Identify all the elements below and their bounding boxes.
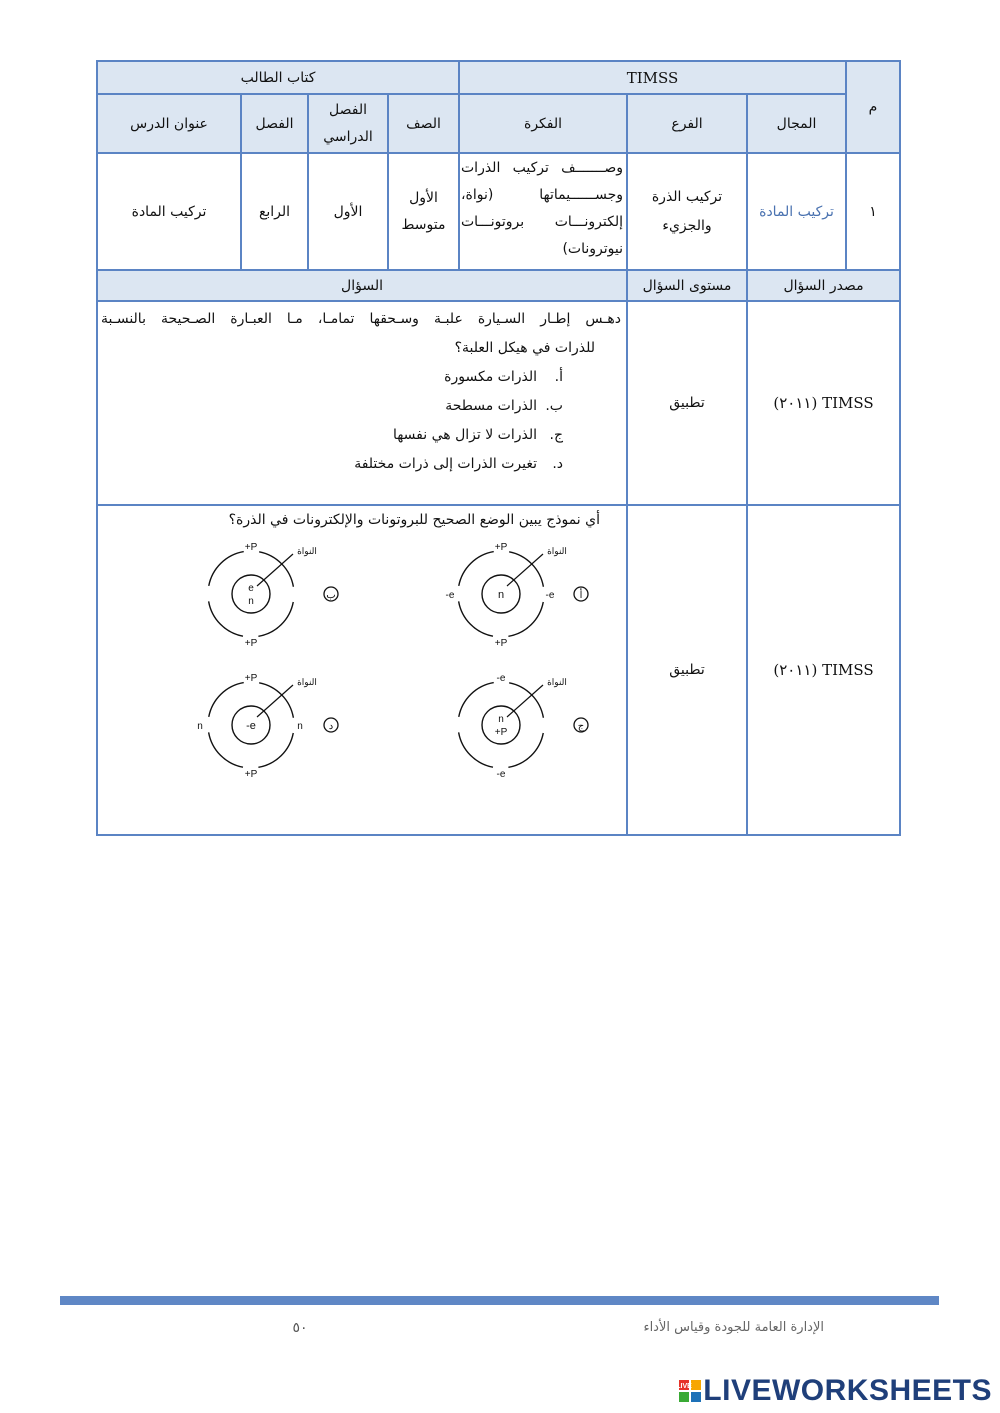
orbit-particle-top: P+ bbox=[494, 542, 508, 553]
option-letter: ج bbox=[577, 721, 585, 732]
cell-chapter: الرابع bbox=[258, 203, 291, 220]
table-border bbox=[97, 60, 900, 62]
header-m: م bbox=[868, 99, 878, 115]
logo-letter: LIVE bbox=[676, 1383, 693, 1390]
header-student-book: كتاب الطالب bbox=[240, 69, 316, 86]
table-border bbox=[97, 504, 900, 506]
orbit-particle-right: e- bbox=[545, 590, 555, 601]
cell-domain: تركيب المادة bbox=[759, 203, 834, 220]
idea-line: نيوترونات) bbox=[562, 241, 623, 257]
subheader-level: مستوى السؤال bbox=[642, 277, 732, 294]
header-chapter: الفصل bbox=[255, 115, 294, 132]
question-1-option-a: أ.الذرات مكسورة bbox=[444, 369, 563, 385]
question-1 bbox=[97, 301, 627, 505]
header-branch: الفرع bbox=[671, 115, 703, 132]
nucleus-particle: n bbox=[497, 589, 505, 601]
orbit-particle-top: P+ bbox=[244, 673, 258, 684]
orbit-particle-top: P+ bbox=[244, 542, 258, 553]
cell-lesson-title: تركيب المادة bbox=[131, 203, 207, 220]
table-border bbox=[97, 152, 900, 154]
orbit-particle-right: n bbox=[297, 721, 303, 732]
option-letter: أ bbox=[579, 590, 583, 601]
nucleus-label: النواة bbox=[297, 546, 317, 556]
atom-nucleus bbox=[482, 706, 520, 744]
cell-branch: تركيب الذرة والجزيء bbox=[651, 188, 723, 234]
question-2-stem: أي نموذج يبين الوضع الصحيح للبروتونات والإلكترونات في الذرة؟ bbox=[228, 512, 600, 528]
orbit-particle-top: e- bbox=[496, 673, 506, 684]
table-border bbox=[96, 60, 98, 836]
table-border bbox=[746, 93, 748, 836]
footer-org: الإدارة العامة للجودة وقياس الأداء bbox=[643, 1320, 824, 1335]
question-1-option-d: د.تغيرت الذرات إلى ذرات مختلفة bbox=[354, 456, 563, 472]
page-number: ٥٠ bbox=[292, 1320, 308, 1336]
orbit-particle-bottom: P+ bbox=[244, 769, 258, 780]
header-semester: الفصل الدراسي bbox=[323, 101, 373, 145]
table-border bbox=[240, 93, 242, 271]
table-border bbox=[626, 93, 628, 836]
question-2-source: TIMSS (٢٠١١) bbox=[773, 661, 874, 679]
subheader-question: السؤال bbox=[341, 277, 383, 294]
cell-semester: الأول bbox=[333, 203, 363, 220]
atom-nucleus bbox=[232, 575, 270, 613]
idea-line: وصـــــــف تركيب الذرات bbox=[461, 160, 623, 176]
header-timss: TIMSS bbox=[626, 68, 679, 87]
liveworksheets-brand[interactable] bbox=[676, 1374, 992, 1408]
table-border bbox=[97, 300, 900, 302]
table-border bbox=[845, 60, 847, 271]
table-border bbox=[458, 60, 460, 271]
question-1-stem-line2: للذرات في هيكل العلبة؟ bbox=[454, 340, 595, 356]
question-1-source: TIMSS (٢٠١١) bbox=[773, 394, 874, 412]
idea-line: وجســــــيماتها (نواة، bbox=[461, 187, 623, 203]
idea-line: إلكترونـــات بروتونـــات bbox=[461, 214, 623, 230]
nucleus-particle: e bbox=[248, 583, 254, 594]
question-1-option-c: ج.الذرات لا تزال هي نفسها bbox=[392, 427, 563, 443]
nucleus-particle: n bbox=[248, 596, 254, 607]
option-letter: ب bbox=[326, 590, 336, 601]
question-2-diagram bbox=[97, 536, 627, 835]
liveworksheets-wordmark: LIVEWORKSHEETS bbox=[703, 1374, 992, 1407]
orbit-particle-bottom: e- bbox=[496, 769, 506, 780]
orbit-particle-left: n bbox=[197, 721, 203, 732]
header-domain: المجال bbox=[776, 115, 817, 132]
nucleus-particle: n bbox=[498, 714, 504, 725]
atom-models-figure bbox=[97, 536, 627, 835]
table-border bbox=[899, 60, 901, 836]
orbit-particle-left: e- bbox=[445, 590, 455, 601]
question-1-level: تطبيق bbox=[669, 395, 705, 411]
table-border bbox=[97, 834, 900, 836]
question-2-level: تطبيق bbox=[669, 662, 705, 678]
table-border bbox=[97, 269, 900, 271]
footer-bar bbox=[60, 1296, 939, 1305]
nucleus-label: النواة bbox=[547, 677, 567, 687]
nucleus-label: النواة bbox=[547, 546, 567, 556]
nucleus-particle: P+ bbox=[494, 727, 508, 738]
nucleus-particle: e- bbox=[246, 720, 256, 732]
header-idea: الفكرة bbox=[523, 115, 563, 132]
orbit-particle-bottom: P+ bbox=[244, 638, 258, 649]
nucleus-label: النواة bbox=[297, 677, 317, 687]
cell-number: ١ bbox=[869, 203, 877, 220]
header-lesson-title: عنوان الدرس bbox=[130, 115, 208, 132]
header-grade: الصف bbox=[406, 115, 441, 132]
subheader-source: مصدر السؤال bbox=[783, 277, 864, 294]
table-border bbox=[307, 93, 309, 271]
orbit-particle-bottom: P+ bbox=[494, 638, 508, 649]
cell-grade: الأول متوسط bbox=[401, 189, 446, 233]
cell-idea bbox=[459, 153, 627, 270]
question-1-option-b: ب.الذرات مسطحة bbox=[445, 398, 563, 414]
liveworksheets-logo-icon bbox=[676, 1380, 701, 1402]
question-1-stem-line1: دهـس إطـار السـيارة علبـة وسـحقها تمامـا، مـا العبـارة الصـحيحة بالنسـبة bbox=[101, 311, 621, 327]
option-letter: د bbox=[328, 721, 334, 732]
table-border bbox=[97, 93, 846, 95]
table-border bbox=[387, 93, 389, 271]
